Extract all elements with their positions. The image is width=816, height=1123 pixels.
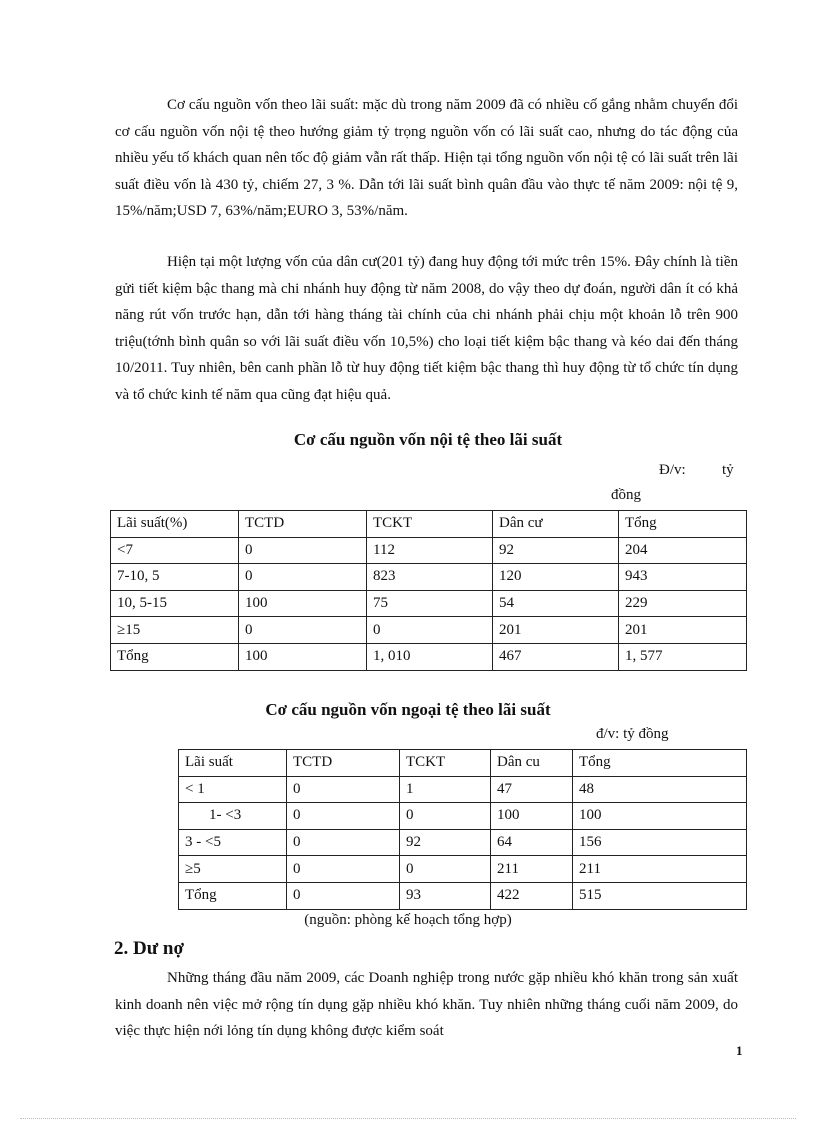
table-cell: 0 bbox=[287, 776, 400, 803]
page-bottom-divider bbox=[20, 1118, 796, 1119]
table2-foreign-interest bbox=[178, 749, 747, 910]
table-cell: 0 bbox=[400, 803, 491, 830]
table-row bbox=[179, 776, 747, 803]
table-cell: 47 bbox=[491, 776, 573, 803]
table-cell: 467 bbox=[493, 643, 619, 670]
table2-source-note: (nguồn: phòng kế hoạch tổng hợp) bbox=[304, 912, 512, 928]
table-cell: 64 bbox=[491, 829, 573, 856]
table-cell: 10, 5-15 bbox=[111, 590, 239, 617]
table-cell: 1, 577 bbox=[619, 643, 747, 670]
table-cell: 1- <3 bbox=[179, 803, 287, 830]
paragraph-interest-structure: Cơ cấu nguồn vốn theo lãi suất: mặc dù trong năm 2009 đã có nhiều cố gắng nhằm chuyển đổi cơ cấu nguồn vốn nội tệ theo hướng giảm tỷ trọng nguồn vốn có lãi suất cao, nhưng do tác động của nhiều yếu tố khách quan nên tốc độ giảm vẫn rất thấp. Hiện tại tổng nguồn vốn nội tệ có lãi suất trên lãi suất điều vốn là 430 tỷ, chiếm 27, 3 %. Dẫn tới lãi suất bình quân đầu vào thực tế năm 2009: nội tệ 9, 15%/năm;USD 7, 63%/năm;EURO 3, 53%/năm. bbox=[115, 97, 738, 219]
table-cell: 0 bbox=[287, 829, 400, 856]
table-cell: 211 bbox=[573, 856, 747, 883]
table-cell: ≥5 bbox=[179, 856, 287, 883]
table-row bbox=[179, 856, 747, 883]
table-total-row bbox=[179, 882, 747, 909]
table-cell: 0 bbox=[287, 803, 400, 830]
table-cell: < 1 bbox=[179, 776, 287, 803]
table-cell: 0 bbox=[367, 617, 493, 644]
table1-title: Cơ cấu nguồn vốn nội tệ theo lãi suất bbox=[293, 430, 563, 449]
table-row bbox=[179, 829, 747, 856]
table-cell: 92 bbox=[400, 829, 491, 856]
table-cell: 201 bbox=[493, 617, 619, 644]
table-cell: 823 bbox=[367, 564, 493, 591]
table-cell: 0 bbox=[239, 564, 367, 591]
table2-title: Cơ cấu nguồn vốn ngoại tệ theo lãi suất bbox=[265, 700, 551, 719]
table1-unit-value: tỷ bbox=[722, 462, 734, 478]
table2-unit: đ/v: tỷ đồng bbox=[596, 726, 669, 742]
table-cell: 1 bbox=[400, 776, 491, 803]
table-cell: 75 bbox=[367, 590, 493, 617]
table-total-row bbox=[111, 643, 747, 670]
table-cell: ≥15 bbox=[111, 617, 239, 644]
table-cell: 943 bbox=[619, 564, 747, 591]
table-cell: 7-10, 5 bbox=[111, 564, 239, 591]
header-cell: Tổng bbox=[573, 750, 747, 777]
section-heading: 2. Dư nợ bbox=[114, 938, 184, 959]
table1-unit-label: Đ/v: bbox=[659, 462, 686, 478]
table-cell: 156 bbox=[573, 829, 747, 856]
table-row bbox=[111, 617, 747, 644]
table-cell: 229 bbox=[619, 590, 747, 617]
header-cell: Tổng bbox=[619, 511, 747, 538]
table-header-row bbox=[179, 750, 747, 777]
table-cell: 201 bbox=[619, 617, 747, 644]
table-cell: 100 bbox=[491, 803, 573, 830]
table-cell: 100 bbox=[239, 643, 367, 670]
table-cell: 0 bbox=[239, 537, 367, 564]
header-cell: TCKT bbox=[367, 511, 493, 538]
table-cell: 204 bbox=[619, 537, 747, 564]
table-cell: 3 - <5 bbox=[179, 829, 287, 856]
header-cell: TCTD bbox=[287, 750, 400, 777]
table-cell: 211 bbox=[491, 856, 573, 883]
table-cell: 100 bbox=[239, 590, 367, 617]
header-cell: TCKT bbox=[400, 750, 491, 777]
paragraph-savings: Hiện tại một lượng vốn của dân cư(201 tỷ) đang huy động tới mức trên 15%. Đây chính là tiền gửi tiết kiệm bậc thang mà chi nhánh huy động từ năm 2008, do vậy theo dự đoán, người dân ít có khả năng rút vốn trước hạn, dẫn tới hàng tháng tài chính của chi nhánh phải chịu một khoản lỗ trên 900 triệu(tớnh bình quân so với lãi suất điều vốn 10,5%) cho loại tiết kiệm bậc thang và kéo dai đến tháng 10/2011. Tuy nhiên, bên canh phần lỗ từ huy động tiết kiệm bậc thang thì huy động từ tổ chức tín dụng và tổ chức kinh tế năm qua cũng đạt hiệu quả. bbox=[115, 254, 738, 403]
table1-domestic-interest bbox=[110, 510, 747, 671]
table-header-row bbox=[111, 511, 747, 538]
page-number: 1 bbox=[736, 1043, 743, 1058]
header-cell: Lãi suất(%) bbox=[111, 511, 239, 538]
header-cell: Dân cu bbox=[491, 750, 573, 777]
table-cell: Tổng bbox=[179, 882, 287, 909]
table-cell: <7 bbox=[111, 537, 239, 564]
table-cell: 0 bbox=[400, 856, 491, 883]
table-cell: Tổng bbox=[111, 643, 239, 670]
table-row bbox=[111, 564, 747, 591]
table-cell: 515 bbox=[573, 882, 747, 909]
paragraph-outstanding-loans: Những tháng đầu năm 2009, các Doanh nghiệp trong nước gặp nhiều khó khăn trong sản xuất kinh doanh nên việc mở rộng tín dụng gặp nhiều khó khăn. Tuy nhiên những tháng cuối năm 2009, do việc thực hiện nới lỏng tín dụng không được kiểm soát bbox=[115, 970, 738, 1039]
table-cell: 1, 010 bbox=[367, 643, 493, 670]
table-cell: 0 bbox=[287, 882, 400, 909]
header-cell: Dân cư bbox=[493, 511, 619, 538]
table-cell: 422 bbox=[491, 882, 573, 909]
table-row bbox=[179, 803, 747, 830]
table-cell: 93 bbox=[400, 882, 491, 909]
table-row bbox=[111, 537, 747, 564]
table1-unit-suffix: đồng bbox=[611, 487, 641, 503]
table-cell: 112 bbox=[367, 537, 493, 564]
table-row bbox=[111, 590, 747, 617]
header-cell: TCTD bbox=[239, 511, 367, 538]
table-cell: 54 bbox=[493, 590, 619, 617]
table-cell: 48 bbox=[573, 776, 747, 803]
header-cell: Lãi suất bbox=[179, 750, 287, 777]
table-cell: 92 bbox=[493, 537, 619, 564]
table-cell: 0 bbox=[287, 856, 400, 883]
table-cell: 120 bbox=[493, 564, 619, 591]
table-cell: 100 bbox=[573, 803, 747, 830]
table-cell: 0 bbox=[239, 617, 367, 644]
